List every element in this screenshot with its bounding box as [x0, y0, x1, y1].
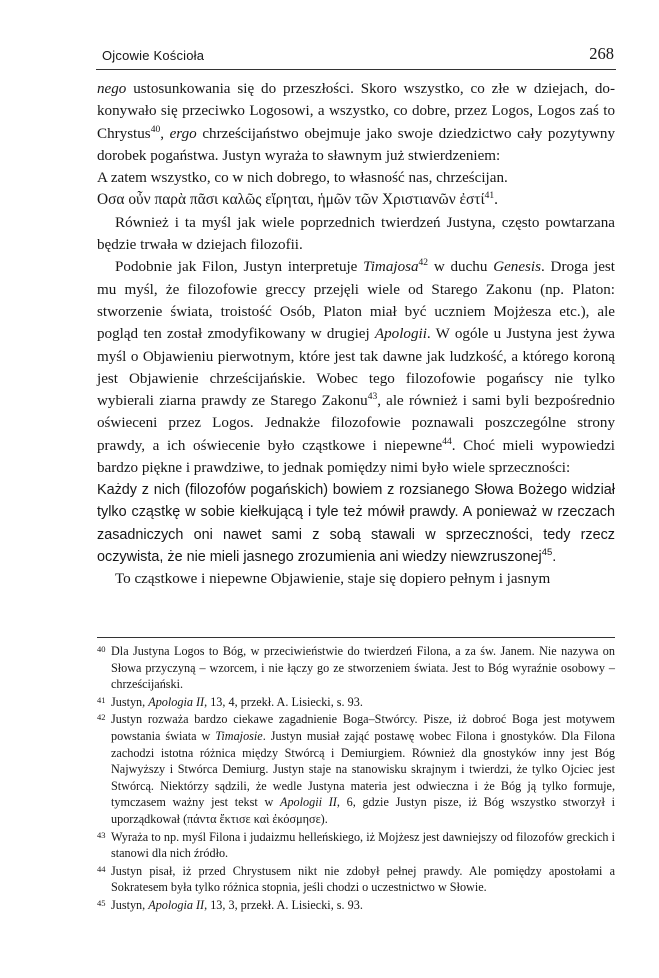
- footnote-text: Justyn, Apologia II, 13, 3, przekł. A. Lisiecki, s. 93.: [111, 897, 363, 912]
- page-number: 268: [589, 44, 614, 63]
- running-title: Ojcowie Kościoła: [102, 48, 205, 63]
- italic-word: ergo: [169, 125, 197, 142]
- block-quote: Każdy z nich (filozofów pogańskich) bowiem z rozsianego Słowa Bożego widział tylko cząstkę w sobie kiełkującą i tyle też mówił prawdy. A ponieważ w rzeczach zasadniczych oni nawet sami z sobą stawali w sprzeczności, tedy rzecz oczywista, że nie mieli jasnego zrozumienia ani wiedzy niewzruszonej$^{45}$.: [97, 482, 615, 565]
- footnote: [97, 694, 615, 711]
- footnote-number: 45: [97, 897, 106, 908]
- footnotes: [97, 643, 615, 915]
- italic-word: Timajosa: [363, 259, 419, 276]
- footnote-number: 41: [97, 694, 106, 705]
- footnote-text: Justyn pisał, iż przed Chrystusem nikt nie zdobył pełnej prawdy. Ale pomiędzy apostołami a Sokratesem była tylko różnica stopnia, jeśli chodzi o uczestnictwo w Słowie.: [111, 863, 615, 895]
- footnote: [97, 897, 615, 914]
- main-text: [97, 78, 615, 590]
- page-header: [96, 43, 616, 70]
- footnote: [97, 643, 615, 693]
- footnote-text: Justyn rozważa bardzo ciekawe zagadnienie Boga–Stwórcy. Pisze, iż dobroć Boga jest motywem powstania świata w Timajosie. Justyn musiał zająć postawę wobec Filona i gnostyków. Dla Filona zachodzi istotna różnica między Stwórcą i Demiurgiem. Również dla gnostyków inny jest Bóg Najwyższy i Stwórca Demiurg. Justyn staje na stanowisku skrajnym i twierdzi, że tylko Ojciec jest Stwórcą. Niektórzy sądzili, że wedle Justyna materia jest odwieczna i że Bóg ją tylko formuje, tymczasem ważny jest tekst w Apologii II, 6, gdzie Justyn pisze, iż Bóg wszystko stworzył i uporządkował (πάντα ἔκτισε καὶ ἐκόσμησε).: [111, 712, 615, 826]
- footnote-ref: 43: [367, 392, 378, 403]
- footnote-number: 43: [97, 829, 106, 840]
- footnote-ref: 45: [541, 546, 553, 558]
- footnote-number: 40: [97, 644, 106, 654]
- footnote: [97, 829, 615, 862]
- footnote-number: 44: [97, 863, 106, 874]
- italic-word: Apologii: [374, 326, 427, 343]
- paragraph: To cząstkowe i niepewne Objawienie, staje się dopiero pełnym i jasnym: [115, 570, 551, 587]
- quote-polish: A zatem wszystko, co w nich dobrego, to własność nas, chrześcijan.: [97, 170, 508, 187]
- quote-greek: Οσα οὖν παρὰ πᾶσι καλῶς εἴρηται, ἡμῶν τῶν Χριστιανῶν ἐστί$^{41}$.: [97, 191, 498, 209]
- italic-word: Genesis: [493, 259, 541, 276]
- footnote-separator: [97, 637, 615, 638]
- paragraph: nego ustosunkowania się do przeszłości. Skoro wszystko, co złe w dziejach, dokonywało się przeciwko Logosowi, a wszystko, co dobre, przez Logos, Logos zaś to Chrystus$^{40}$, ergo chrześcijaństwo obejmuje jako swoje dziedzictwo cały pozytywny dorobek pogaństwa. Justyn wyraża to sławnym już stwierdzeniem:: [97, 81, 615, 164]
- italic-word: nego: [97, 81, 127, 97]
- footnote: [97, 711, 615, 827]
- footnote-number: 42: [97, 712, 106, 723]
- footnote-ref: 42: [418, 258, 429, 269]
- footnote-text: Wyraża to np. myśl Filona i judaizmu helleńskiego, iż Mojżesz jest dawniejszy od filozofów greckich i stanowi dla nich źródło.: [111, 829, 615, 861]
- footnote-text: Justyn, Apologia II, 13, 4, przekł. A. Lisiecki, s. 93.: [111, 694, 363, 709]
- paragraph: Również i ta myśl jak wiele poprzednich twierdzeń Justyna, często powtarzana będzie trwała w dziejach filozofii.: [97, 214, 615, 254]
- footnote-text: Dla Justyna Logos to Bóg, w przeciwieństwie do twierdzeń Filona, a za św. Janem. Nie nazywa on Słowa przyczyną – wzorcem, i nie łączy go ze stworzeniem świata. Jest to Bóg wyraźnie osobowy – chrześcijański.: [111, 644, 615, 692]
- paragraph: Podobnie jak Filon, Justyn interpretuje Timajosa$^{42}$ w duchu Genesis. Droga jest mu myśl, że filozofowie greccy przejęli wiele od Starego Zakonu (np. Platon: stworzenie świata, troistość Osób, Platon miał być uczniem Mojżesza etc.), ale pogląd ten został zmodyfikowany w drugiej Apologii. W ogóle u Justyna jest żywa myśl o Objawieniu pierwotnym, które jest tak dawne jak ludzkość, a którego koroną jest Objawienie chrześcijańskie. Wobec tego filozofowie pogańscy nie tylko wybierali ziarna prawdy ze Starego Zakonu$^{43}$, ale również i sami byli bezpośrednio oświeceni przez Logos. Jednakże filozofowie poznawali poszczególne strony prawdy, a ich oświecenie było cząstkowe i niepewne$^{44}$. Choć mieli wypowiedzi bardzo piękne i prawdziwe, to jednak pomiędzy nimi było wiele sprzeczności:: [97, 258, 616, 477]
- footnote-ref: 40: [150, 124, 161, 135]
- footnote-ref: 44: [442, 436, 452, 447]
- footnote: [97, 863, 615, 896]
- footnote-ref: 41: [484, 191, 495, 202]
